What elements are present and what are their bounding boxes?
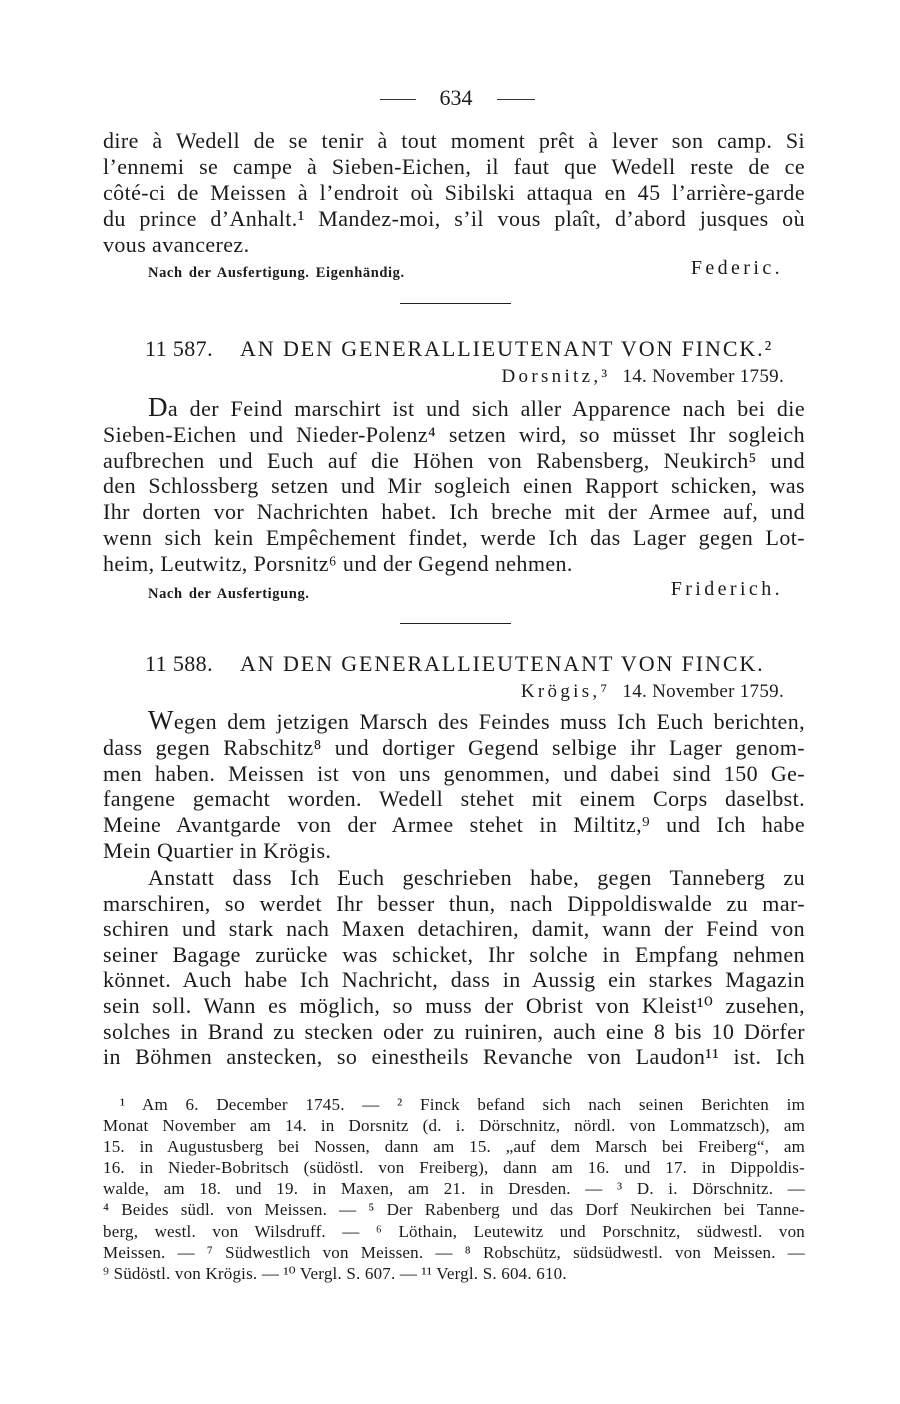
text-line: fangene gemacht worden. Wedell stehet mit einem Corps daselbst. [103, 786, 805, 812]
text-line: schiren und stark nach Maxen detachiren, damit, wann der Feind von [103, 916, 805, 942]
signature: Federic. [690, 257, 783, 279]
body-paragraph [103, 865, 805, 1070]
text-line: Sieben-Eichen und Nieder-Polenz⁴ setzen wird, so müsset Ihr sogleich [103, 421, 805, 447]
text-line: in Böhmen anstecken, so einestheils Revanche von Laudon¹¹ ist. Ich [103, 1044, 805, 1070]
text-line: sein soll. Wann es möglich, so muss der Obrist von Kleist¹⁰ zusehen, [103, 992, 805, 1018]
text-line: men haben. Meissen ist von uns genommen, und dabei sind 150 Ge- [103, 760, 805, 786]
continued-letter-text [103, 128, 805, 258]
text-line: côté-ci de Meissen à l’endroit où Sibilski attaqua en 45 l’arrière-garde [103, 180, 805, 205]
footnote-line: berg, westl. von Wilsdruff. — ⁶ Löthain, Leutewitz und Porschnitz, südwestl. von [103, 1221, 805, 1241]
text-line: aufbrechen und Euch auf die Höhen von Rabensberg, Neukirch⁵ und [103, 447, 805, 473]
footnotes [103, 1094, 805, 1284]
signature: Friderich. [670, 578, 783, 600]
source-note: Nach der Ausfertigung. [148, 586, 310, 602]
footnote-line: walde, am 18. und 19. in Maxen, am 21. in Dresden. — ³ D. i. Dörschnitz. — [103, 1179, 805, 1199]
text-line: Ihr dorten vor Nachrichten habet. Ich breche mit der Armee auf, und [103, 499, 805, 525]
letter-title: AN DEN GENERALLIEUTENANT VON FINCK. [239, 651, 765, 676]
page-number: 634 [439, 85, 473, 110]
text-line: wenn sich kein Empêchement findet, werde Ich das Lager gegen Lot- [103, 524, 805, 550]
page-number-rule-left [380, 99, 416, 100]
dateline-date: 14. November 1759. [622, 681, 784, 702]
page-number-rule-right [497, 99, 535, 100]
footnote-line: ¹ Am 6. December 1745. — ² Finck befand sich nach seinen Berichten im [120, 1095, 805, 1114]
text-line: solches in Brand zu stecken oder zu ruiniren, auch eine 8 bis 10 Dörfer [103, 1018, 805, 1044]
text-line: vous avancerez. [103, 232, 250, 257]
letter-number: 11 588. [145, 651, 213, 676]
text-line: den Schlossberg setzen und Mir sogleich einen Rapport schicken, was [103, 473, 805, 499]
dateline-place: Dorsnitz,³ [501, 366, 611, 387]
footnote-line: 15. in Augustusberg bei Nossen, dann am 15. „auf dem Marsch bei Freiberg“, am [103, 1137, 805, 1157]
letter-number: 11 587. [145, 336, 213, 361]
text-line: Da der Feind marschirt ist und sich aller Apparence nach bei die [148, 392, 805, 422]
text-line: Wegen dem jetzigen Marsch des Feindes muss Ich Euch berichten, [148, 705, 805, 735]
dateline [502, 366, 784, 388]
footnote-line: ⁴ Beides südl. von Meissen. — ⁵ Der Rabenberg und das Dorf Neukirchen bei Tanne- [103, 1200, 805, 1220]
footnote-line: 16. in Nieder-Bobritsch (südöstl. von Freiberg), dann am 16. und 17. in Dippoldis- [103, 1158, 805, 1178]
section-divider [400, 623, 511, 624]
text-line: l’ennemi se campe à Sieben-Eichen, il faut que Wedell reste de ce [103, 154, 805, 179]
text-line: Mein Quartier in Krögis. [103, 837, 332, 863]
text-line: du prince d’Anhalt.¹ Mandez-moi, s’il vous plaît, d’abord jusques où [103, 206, 805, 231]
text-line: heim, Leutwitz, Porsnitz⁶ und der Gegend nehmen. [103, 550, 573, 576]
footnote-line: ⁹ Südöstl. von Krögis. — ¹⁰ Vergl. S. 607. — ¹¹ Vergl. S. 604. 610. [103, 1263, 567, 1283]
source-note: Nach der Ausfertigung. Eigenhändig. [148, 265, 405, 281]
letter-title: AN DEN GENERALLIEUTENANT VON FINCK.² [239, 336, 774, 361]
section-divider [400, 303, 511, 304]
footnote-line: Monat November am 14. in Dorsnitz (d. i. Dörschnitz, nördl. von Lommatzsch), am [103, 1116, 805, 1136]
letter-heading [145, 651, 765, 677]
text-line: dire à Wedell de se tenir à tout moment prêt à lever son camp. Si [103, 128, 805, 153]
text-line: könnet. Auch habe Ich Nachricht, dass in Aussig ein starkes Magazin [103, 967, 805, 993]
body-paragraph [103, 705, 805, 864]
dateline-place: Krögis,⁷ [520, 681, 611, 702]
body-paragraph [103, 392, 805, 577]
dateline [521, 681, 784, 703]
text-line: marschiren, so werdet Ihr besser thun, nach Dippoldiswalde zu mar- [103, 890, 805, 916]
text-line: dass gegen Rabschitz⁸ und dortiger Gegend selbige ihr Lager genom- [103, 734, 805, 760]
text-line: Meine Avantgarde von der Armee stehet in Miltitz,⁹ und Ich habe [103, 812, 805, 838]
letter-heading [145, 336, 773, 362]
text-line: Anstatt dass Ich Euch geschrieben habe, gegen Tanneberg zu [148, 865, 805, 890]
text-line: seiner Bagage zurücke was schicket, Ihr solche in Empfang nehmen [103, 941, 805, 967]
footnote-line: Meissen. — ⁷ Südwestlich von Meissen. — ⁸ Robschütz, südsüdwestl. von Meissen. — [103, 1242, 805, 1262]
dateline-date: 14. November 1759. [622, 366, 784, 387]
